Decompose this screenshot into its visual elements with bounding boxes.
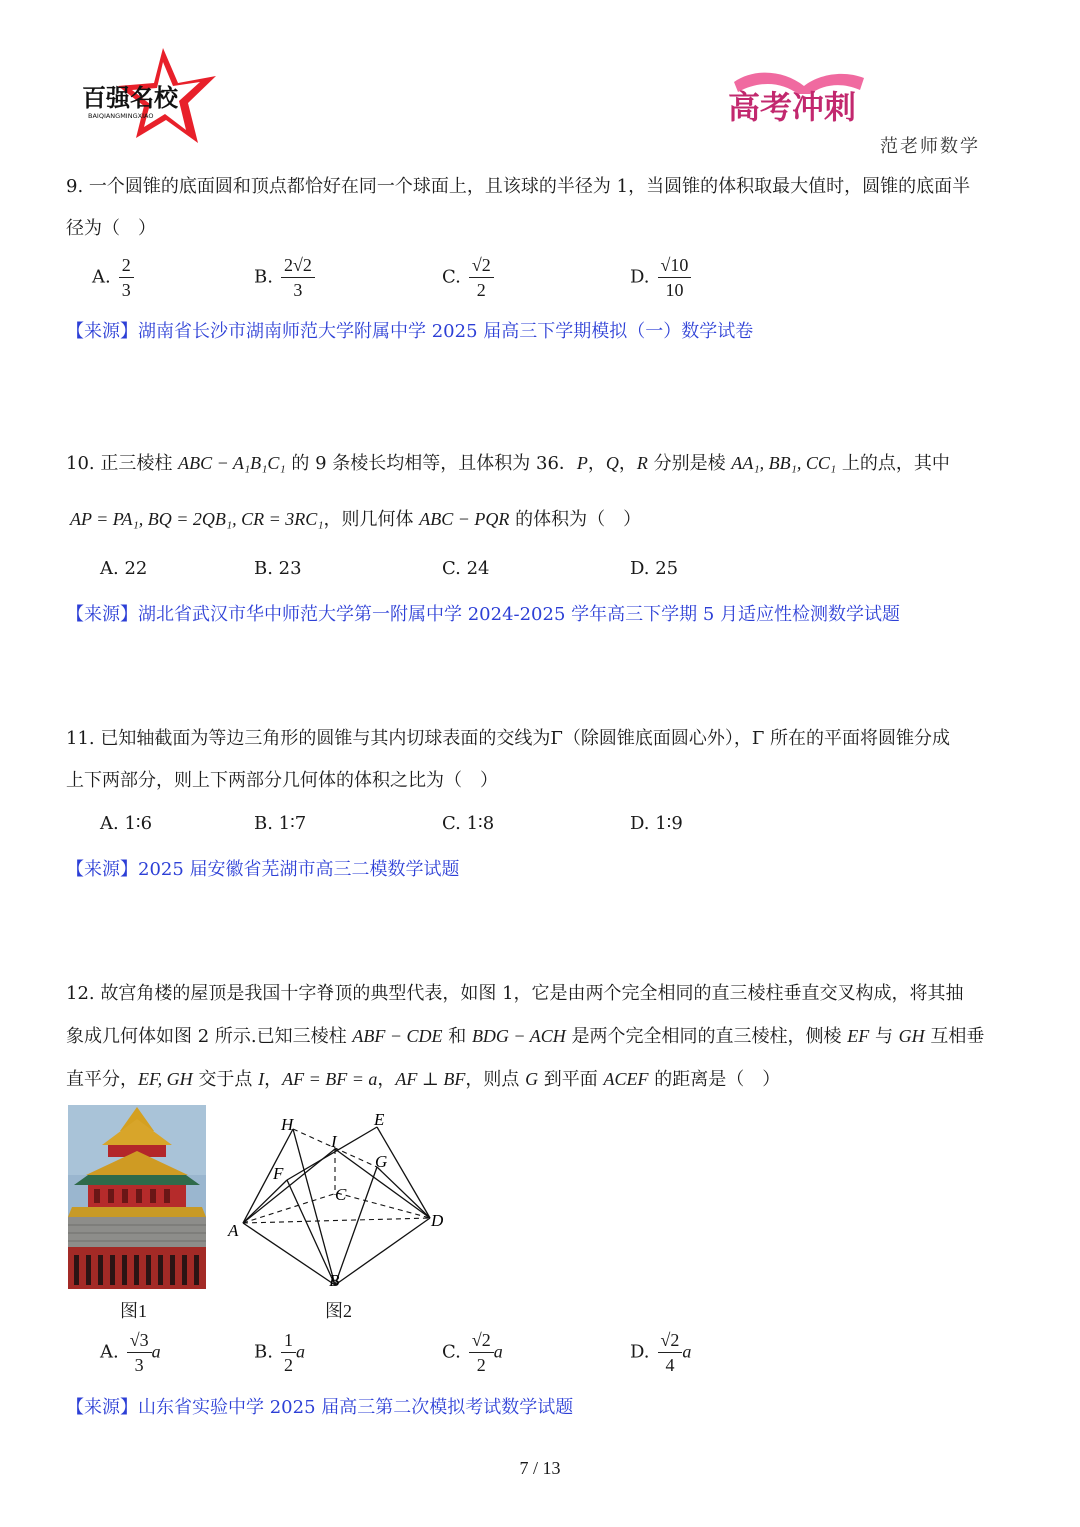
q10-text: 上的点，其中 <box>836 453 950 474</box>
q9-option-d <box>630 255 691 300</box>
edge-ad-hidden <box>243 1218 430 1223</box>
option-num: √10 <box>658 255 692 278</box>
q12-math-prism2: BDG − ACH <box>471 1026 566 1046</box>
option-letter: C. <box>442 1341 461 1363</box>
q12-text: 交于点 <box>192 1069 259 1090</box>
q10-text: ， <box>618 453 637 474</box>
label-a: A <box>228 1221 239 1240</box>
option-letter: D. <box>630 1341 650 1363</box>
option-var: a <box>682 1341 692 1362</box>
option-letter: D. <box>630 266 650 288</box>
option-den: 2 <box>476 1355 486 1375</box>
corner-tower-photo <box>68 1105 206 1289</box>
q12-math-prism1: ABF − CDE <box>352 1026 443 1046</box>
q11-option-b: B. 1∶7 <box>254 813 307 834</box>
q12-text: 与 <box>869 1026 899 1047</box>
q10-math-prism: ABC − A₁B₁C₁ <box>178 453 286 473</box>
q10-source: 【来源】湖北省武汉市华中师范大学第一附属中学 2024-2025 学年高三下学期 5 月适应性检测数学试题 <box>66 604 901 625</box>
option-var: a <box>493 1341 503 1362</box>
option-letter: A. <box>92 266 111 288</box>
logo-left-sub: BAIQIANGMINGXIAO <box>88 112 154 120</box>
q12-text: 的距离是（ ） <box>648 1069 781 1090</box>
option-letter: C. <box>442 266 461 288</box>
q9-text-line1: 9. 一个圆锥的底面圆和顶点都恰好在同一个球面上，且该球的半径为 1，当圆锥的体积取最大值时，圆锥的底面半 <box>66 176 971 197</box>
option-var: a <box>295 1341 305 1362</box>
q12-math-g: G <box>525 1069 539 1089</box>
q12-math-plane: ACEF <box>603 1069 649 1089</box>
q12-text-line3 <box>66 1068 780 1091</box>
q10-math-p: P <box>576 453 588 473</box>
edge-gd <box>377 1167 430 1218</box>
q10-text: 的体积为（ ） <box>509 509 642 530</box>
option-den: 2 <box>283 1355 293 1375</box>
label-b: B <box>329 1271 340 1290</box>
q12-text: 和 <box>442 1026 472 1047</box>
page-number: 7 / 13 <box>519 1458 561 1478</box>
baiqiang-logo <box>78 48 218 143</box>
option-var: a <box>151 1341 161 1362</box>
q9-option-c <box>442 255 494 300</box>
option-den: 10 <box>665 280 684 300</box>
label-f: F <box>273 1164 284 1183</box>
q12-option-c <box>442 1330 503 1375</box>
edge-cd-hidden <box>337 1193 430 1218</box>
option-den: 3 <box>293 280 303 300</box>
option-den: 3 <box>134 1355 144 1375</box>
q10-math-conditions: AP = PA₁, BQ = 2QB₁, CR = 3RC₁ <box>70 509 324 529</box>
q12-math-lengths: AF = BF = a <box>282 1069 378 1089</box>
q10-option-c: C. 24 <box>442 558 490 579</box>
q12-text: 是两个完全相同的直三棱柱，侧棱 <box>565 1026 848 1047</box>
q12-text: ， <box>264 1069 283 1090</box>
q12-text: 到平面 <box>538 1069 604 1090</box>
q10-text: ，则几何体 <box>323 509 420 530</box>
q10-text: 10. 正三棱柱 <box>66 453 179 474</box>
option-letter: B. <box>254 266 273 288</box>
option-num: 1 <box>281 1330 296 1353</box>
q9-option-a <box>92 255 134 300</box>
q10-option-a: A. 22 <box>100 558 148 579</box>
q11-option-c: C. 1∶8 <box>442 813 495 834</box>
q12-text: 互相垂 <box>924 1026 985 1047</box>
q12-text: ， <box>377 1069 396 1090</box>
q12-option-b <box>254 1330 305 1375</box>
q11-text-line2: 上下两部分，则上下两部分几何体的体积之比为（ ） <box>66 770 498 791</box>
label-i: I <box>331 1132 337 1151</box>
label-d: D <box>431 1211 444 1230</box>
q12-text-line1: 12. 故宫角楼的屋顶是我国十字脊顶的典型代表，如图 1，它是由两个完全相同的直三棱柱垂直交叉构成，将其抽 <box>66 983 964 1004</box>
q10-option-b: B. 23 <box>254 558 302 579</box>
q10-option-d: D. 25 <box>630 558 679 579</box>
option-num: √2 <box>658 1330 683 1353</box>
edge-ha <box>243 1129 293 1223</box>
q12-text: ，则点 <box>465 1069 526 1090</box>
fig2-caption: 图2 <box>325 1301 352 1321</box>
edge-bd <box>335 1218 430 1285</box>
q10-math-edges: AA₁, BB₁, CC₁ <box>731 453 837 473</box>
option-letter: B. <box>254 1341 273 1363</box>
q12-text: 直平分， <box>66 1069 138 1090</box>
q10-text: ， <box>587 453 606 474</box>
q12-option-d <box>630 1330 691 1375</box>
option-den: 2 <box>476 280 486 300</box>
q12-math-perp: AF ⊥ BF <box>395 1069 466 1089</box>
q10-text-line2 <box>70 508 641 531</box>
q11-option-a: A. 1∶6 <box>100 813 153 834</box>
gaokao-logo <box>724 68 874 130</box>
q12-text-line2 <box>66 1025 984 1048</box>
q12-math-ef: EF <box>847 1026 870 1046</box>
label-c: C <box>335 1185 347 1204</box>
label-g: G <box>375 1152 388 1171</box>
q11-source: 【来源】2025 届安徽省芜湖市高三二模数学试题 <box>66 859 460 880</box>
option-num: 2√2 <box>281 255 315 278</box>
teacher-name: 范老师数学 <box>880 136 980 157</box>
option-den: 4 <box>665 1355 675 1375</box>
q11-text-line1: 11. 已知轴截面为等边三角形的圆锥与其内切球表面的交线为Γ（除圆锥底面圆心外），Γ 所在的平面将圆锥分成 <box>66 728 951 749</box>
fig1-caption: 图1 <box>120 1301 147 1321</box>
geometry-diagram <box>225 1105 455 1295</box>
q9-text-line2: 径为（ ） <box>66 218 156 239</box>
option-num: √2 <box>469 1330 494 1353</box>
q9-source: 【来源】湖南省长沙市湖南师范大学附属中学 2025 届高三下学期模拟（一）数学试卷 <box>66 321 754 342</box>
option-letter: A. <box>100 1341 119 1363</box>
q10-text: 的 9 条棱长均相等，且体积为 36． <box>285 453 577 474</box>
edge-ed <box>377 1127 430 1218</box>
q12-math-i: I <box>258 1069 265 1089</box>
edge-ai <box>243 1149 335 1223</box>
q12-math-efgh: EF, GH <box>138 1069 193 1089</box>
option-num: √3 <box>127 1330 152 1353</box>
q12-option-a <box>100 1330 161 1375</box>
q10-math-q: Q <box>605 453 619 473</box>
label-h: H <box>281 1115 294 1134</box>
q10-text-line1 <box>66 452 950 475</box>
q10-math-solid: ABC − PQR <box>419 509 510 529</box>
label-e: E <box>374 1110 385 1129</box>
option-den: 3 <box>121 280 131 300</box>
q12-math-gh: GH <box>898 1026 925 1046</box>
q12-source: 【来源】山东省实验中学 2025 届高三第二次模拟考试数学试题 <box>66 1397 574 1418</box>
q9-option-b <box>254 255 315 300</box>
option-num: 2 <box>119 255 134 278</box>
logo-right-text: 高考冲刺 <box>728 88 857 126</box>
logo-left-text: 百强名校 <box>82 84 178 112</box>
q10-math-r: R <box>636 453 648 473</box>
option-num: √2 <box>469 255 494 278</box>
q10-text: 分别是棱 <box>647 453 732 474</box>
q12-text: 象成几何体如图 2 所示.已知三棱柱 <box>66 1026 353 1047</box>
q11-option-d: D. 1∶9 <box>630 813 683 834</box>
